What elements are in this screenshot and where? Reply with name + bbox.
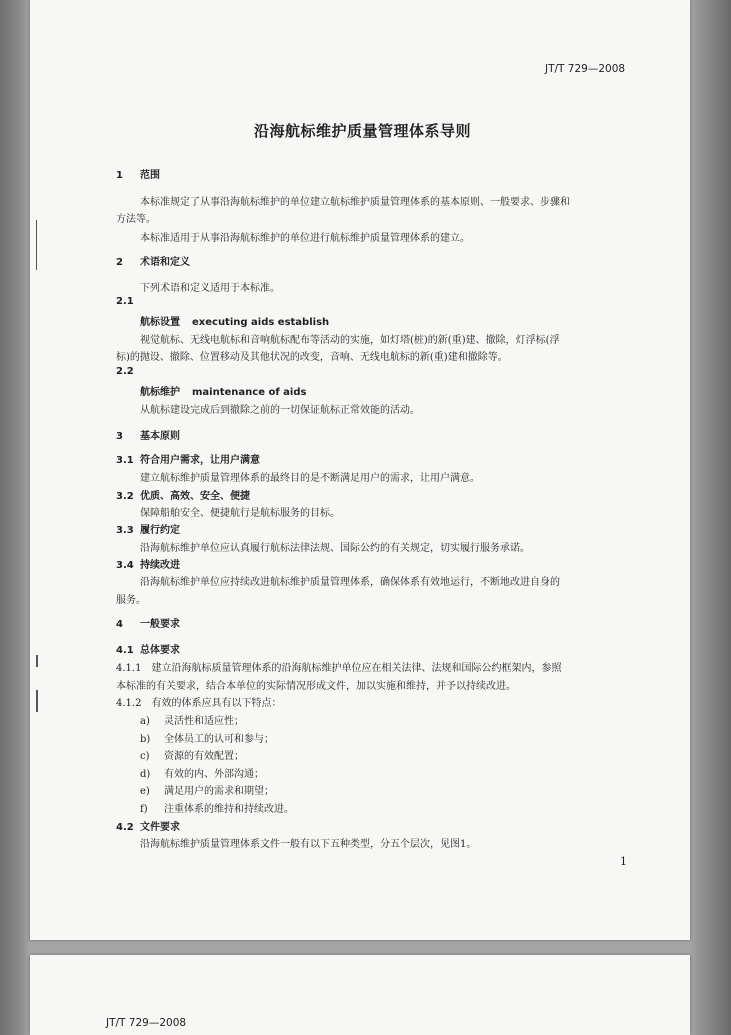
term-2-2-number: 2.2: [116, 366, 134, 377]
scan-mark: [36, 690, 38, 712]
term-2-2: 航标维护 maintenance of aids: [140, 387, 307, 398]
term-2-1-definition-line-2: 标)的抛设、撤除、位置移动及其他状况的改变，音响、无线电航标的新(重)建和撤除等。: [116, 352, 508, 363]
list-item: d) 有效的内、外部沟通；: [140, 769, 264, 780]
section-4-1-heading: 4.1 总体要求: [116, 645, 180, 656]
clause-4-1-1-line-1: 4.1.1 建立沿海航标质量管理体系的沿海航标维护单位应在相关法律、法规和国际公约框架内，参照: [116, 663, 562, 674]
section-3-1-heading: 3.1 符合用户需求，让用户满意: [116, 455, 260, 466]
section-3-3-heading: 3.3 履行约定: [116, 525, 180, 536]
section-3-1-text: 建立航标维护质量管理体系的最终目的是不断满足用户的需求，让用户满意。: [140, 473, 480, 484]
list-item: f) 注重体系的维持和持续改进。: [140, 804, 294, 815]
list-item: e) 满足用户的需求和期望；: [140, 786, 274, 797]
section-2-intro: 下列术语和定义适用于本标准。: [140, 283, 280, 294]
section-1-paragraph-1-line-1: 本标准规定了从事沿海航标维护的单位建立航标维护质量管理体系的基本原则、一般要求、步骤和: [140, 197, 570, 208]
section-1-heading: 1 范围: [116, 170, 160, 181]
list-item: b) 全体员工的认可和参与；: [140, 734, 274, 745]
term-2-1-definition-line-1: 视觉航标、无线电航标和音响航标配布等活动的实施，如灯塔(桩)的新(重)建、撤除，灯浮标(浮: [140, 335, 560, 346]
scan-mark: [36, 655, 38, 667]
clause-4-1-1-line-2: 本标准的有关要求，结合本单位的实际情况形成文件，加以实施和维持，并予以持续改进。: [116, 681, 516, 692]
section-3-3-text: 沿海航标维护单位应认真履行航标法律法规、国际公约的有关规定，切实履行服务承诺。: [140, 543, 530, 554]
section-3-4-text-line-1: 沿海航标维护单位应持续改进航标维护质量管理体系，确保体系有效地运行，不断地改进自身的: [140, 577, 560, 588]
section-3-2-heading: 3.2 优质、高效、安全、便捷: [116, 491, 250, 502]
list-item: a) 灵活性和适应性；: [140, 716, 244, 727]
term-2-1-number: 2.1: [116, 296, 134, 307]
section-4-2-heading: 4.2 文件要求: [116, 822, 180, 833]
section-1-paragraph-1-line-2: 方法等。: [116, 214, 156, 225]
term-2-1: 航标设置 executing aids establish: [140, 317, 330, 328]
section-3-heading: 3 基本原则: [116, 431, 180, 442]
term-2-2-definition: 从航标建设完成后到撤除之前的一切保证航标正常效能的活动。: [140, 405, 420, 416]
document-page-2: [30, 955, 690, 1035]
section-4-heading: 4 一般要求: [116, 619, 180, 630]
section-4-2-text: 沿海航标维护质量管理体系文件一般有以下五种类型，分五个层次，见图1。: [140, 839, 477, 850]
page-number: 1: [620, 855, 627, 868]
clause-4-1-2: 4.1.2 有效的体系应具有以下特点：: [116, 698, 282, 709]
standard-code-page-2: JT/T 729—2008: [106, 1017, 187, 1029]
section-3-2-text: 保障船舶安全、便捷航行是航标服务的目标。: [140, 508, 340, 519]
document-page-1: [30, 0, 690, 940]
document-title: 沿海航标维护质量管理体系导则: [254, 122, 472, 140]
section-3-4-text-line-2: 服务。: [116, 595, 146, 606]
standard-code: JT/T 729—2008: [545, 63, 626, 75]
list-item: c) 资源的有效配置；: [140, 751, 244, 762]
section-1-paragraph-2: 本标准适用于从事沿海航标维护的单位进行航标维护质量管理体系的建立。: [140, 233, 470, 244]
section-3-4-heading: 3.4 持续改进: [116, 560, 180, 571]
scan-mark: [36, 220, 37, 270]
section-2-heading: 2 术语和定义: [116, 257, 190, 268]
